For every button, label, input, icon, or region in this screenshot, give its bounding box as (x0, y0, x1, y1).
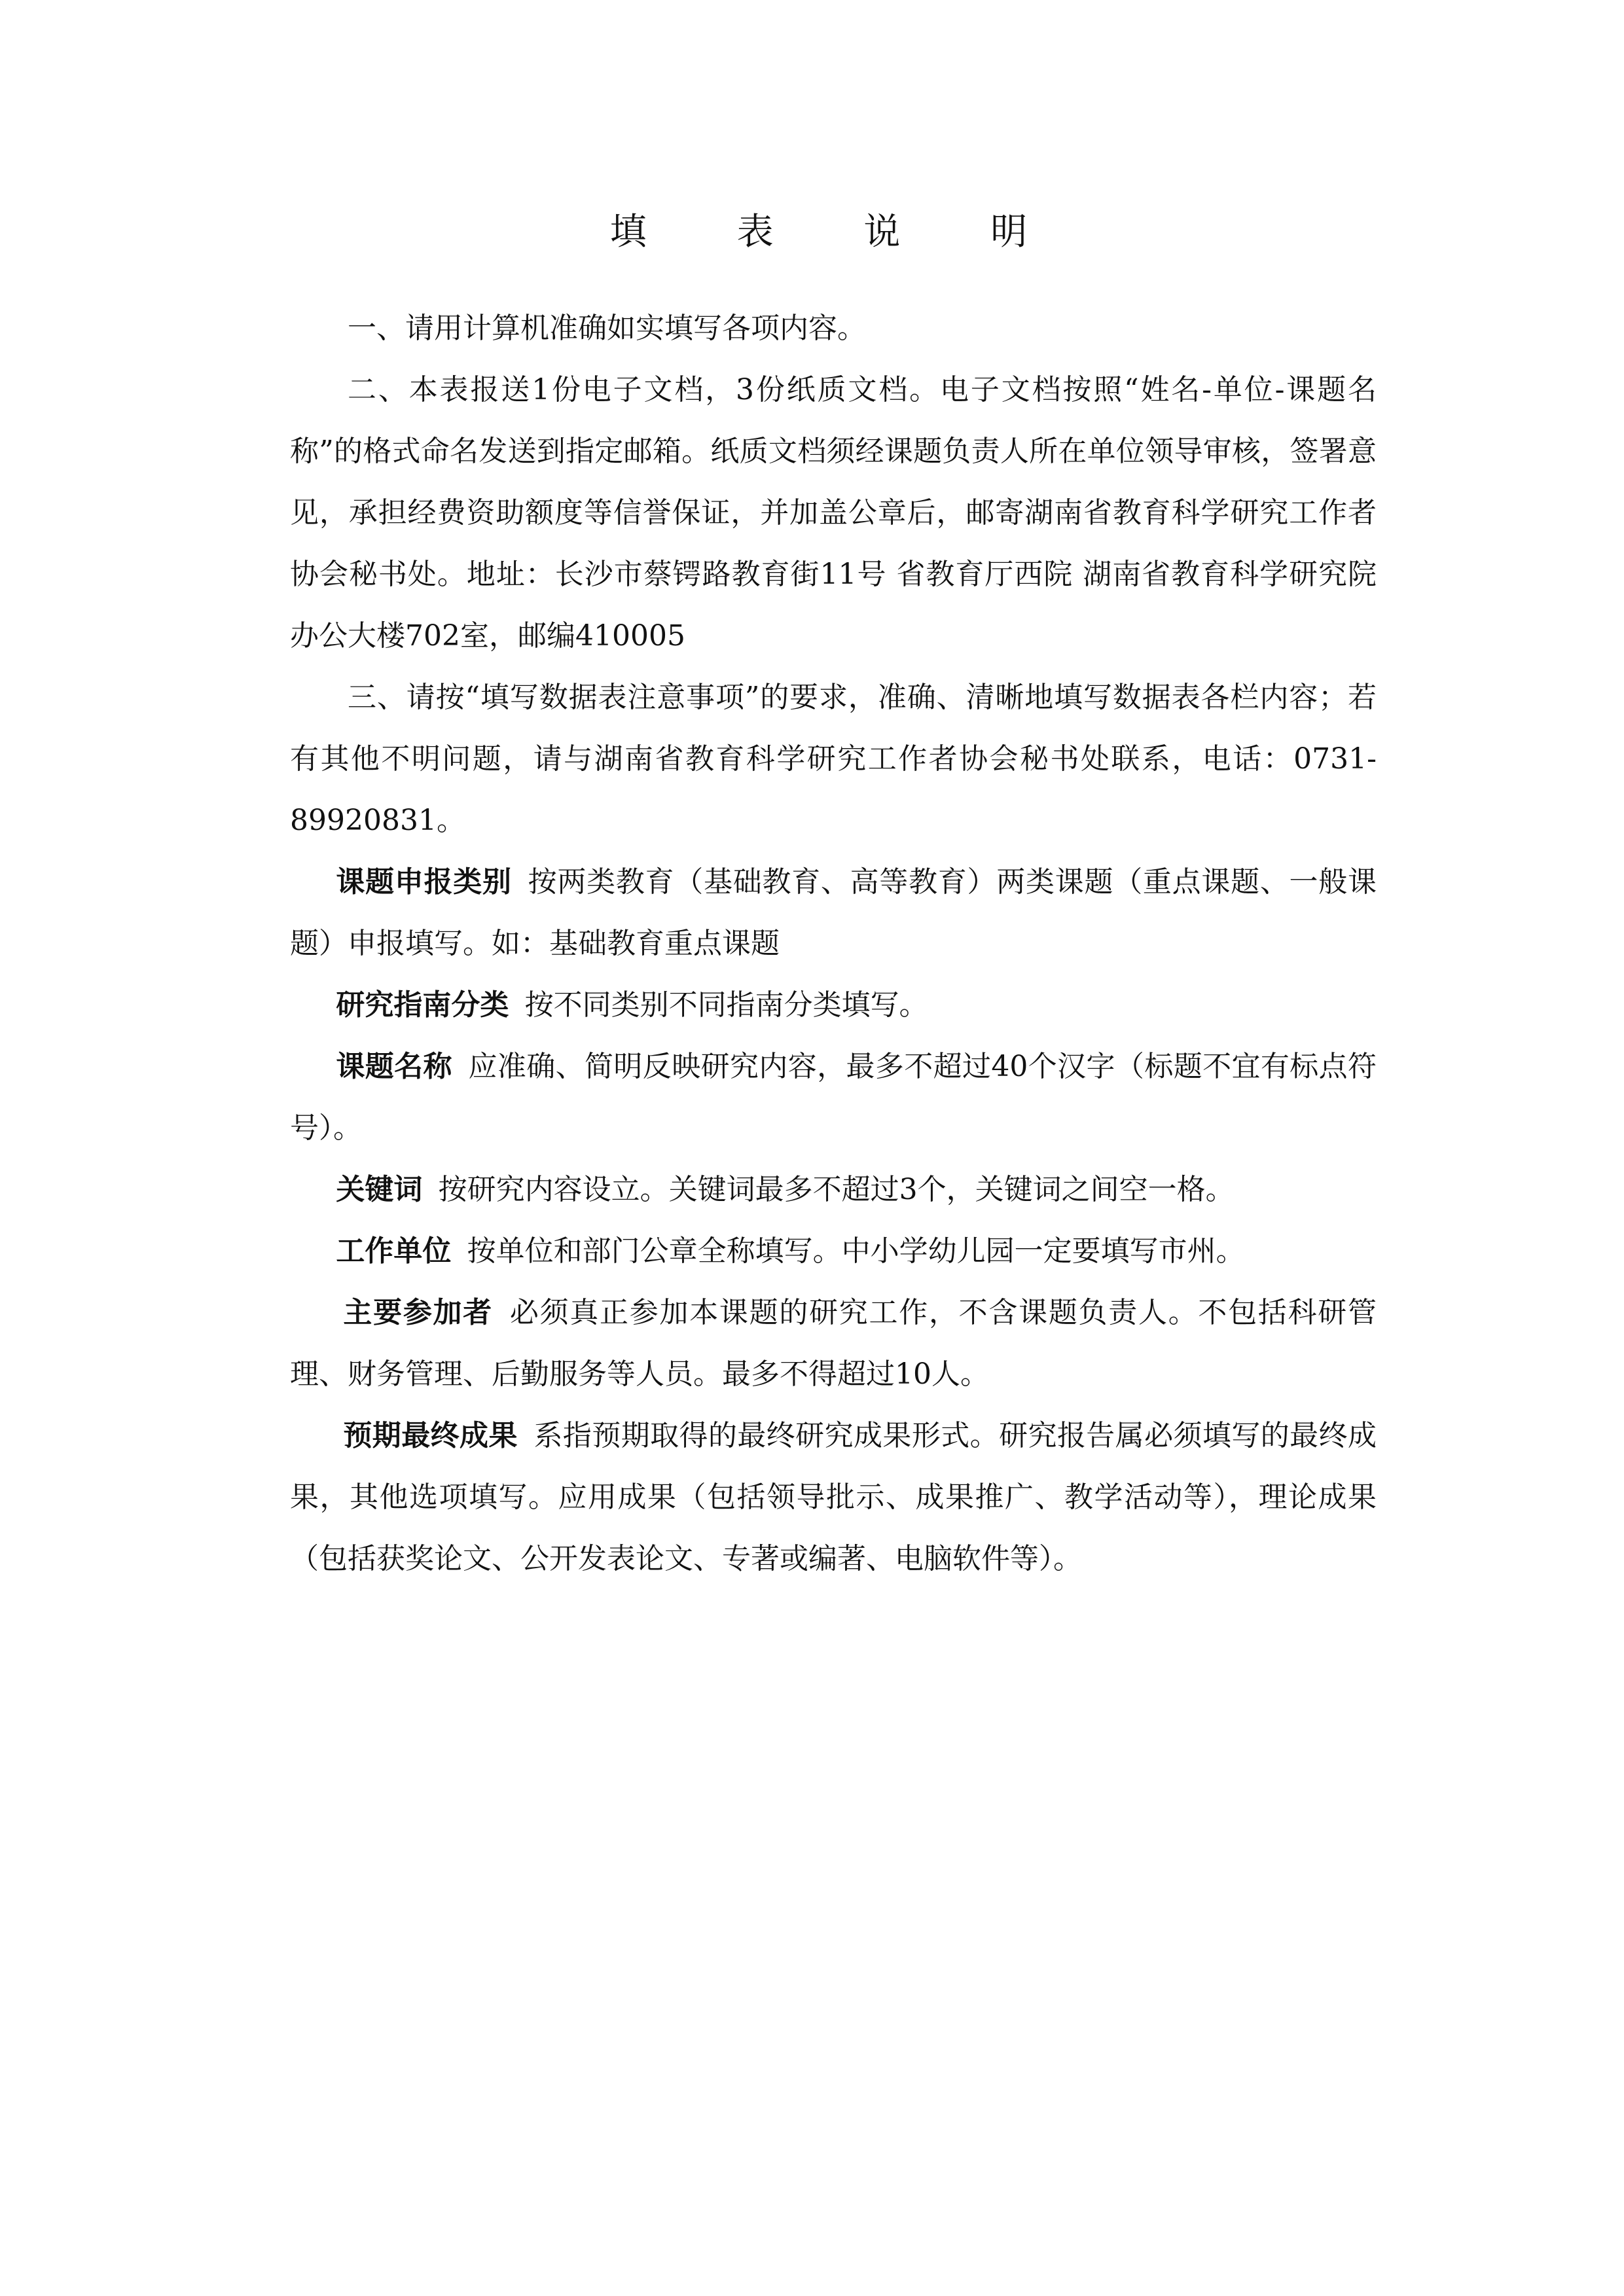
field-description: 系指预期取得的最终研究成果形式。研究报告属必须填写的最终成果，其他选项填写。应用成果（包括领导批示、成果推广、教学活动等），理论成果（包括获奖论文、公开发表论文、专著或编著、电脑软件等）。 (290, 1419, 1377, 1575)
field-note-work-unit (290, 1221, 1377, 1282)
instruction-paragraph-2: 二、本表报送1份电子文档，3份纸质文档。电子文档按照“姓名-单位-课题名称”的格式命名发送到指定邮箱。纸质文档须经课题负责人所在单位领导审核，签署意见，承担经费资助额度等信誉保证，并加盖公章后，邮寄湖南省教育科学研究工作者协会秘书处。地址：长沙市蔡锷路教育街11号 省教育厅西院 湖南省教育科学研究院办公大楼702室，邮编410005 (290, 373, 1377, 653)
field-note-guide-classification (290, 975, 1377, 1036)
field-note-category (290, 852, 1377, 975)
instructions-body (290, 298, 1377, 1590)
field-note-main-participants (290, 1282, 1377, 1405)
field-description: 按单位和部门公章全称填写。中小学幼儿园一定要填写市州。 (467, 1234, 1245, 1268)
field-description: 按不同类别不同指南分类填写。 (524, 988, 928, 1022)
field-term: 工作单位 (336, 1234, 452, 1268)
field-term: 课题名称 (336, 1050, 452, 1083)
field-description: 应准确、简明反映研究内容，最多不超过40个汉字（标题不宜有标点符号）。 (290, 1050, 1377, 1145)
field-note-project-name (290, 1036, 1377, 1159)
field-term: 关键词 (336, 1173, 423, 1206)
field-description: 按两类教育（基础教育、高等教育）两类课题（重点课题、一般课题）申报填写。如：基础教育重点课题 (290, 865, 1377, 960)
instruction-paragraph-1: 一、请用计算机准确如实填写各项内容。 (348, 312, 866, 345)
field-note-keywords (290, 1159, 1377, 1221)
field-term: 主要参加者 (343, 1296, 493, 1329)
field-term: 研究指南分类 (336, 988, 509, 1022)
field-description: 按研究内容设立。关键词最多不超过3个，关键词之间空一格。 (438, 1173, 1235, 1206)
field-note-expected-results (290, 1405, 1377, 1590)
page-title: 填 表 说 明 (609, 211, 1067, 253)
instruction-paragraph-3: 三、请按“填写数据表注意事项”的要求，准确、清晰地填写数据表各栏内容；若有其他不明问题，请与湖南省教育科学研究工作者协会秘书处联系，电话：0731-89920831。 (290, 681, 1377, 837)
field-term: 预期最终成果 (343, 1419, 518, 1452)
field-term: 课题申报类别 (336, 865, 512, 899)
field-description: 必须真正参加本课题的研究工作，不含课题负责人。不包括科研管理、财务管理、后勤服务等人员。最多不得超过10人。 (290, 1296, 1377, 1391)
